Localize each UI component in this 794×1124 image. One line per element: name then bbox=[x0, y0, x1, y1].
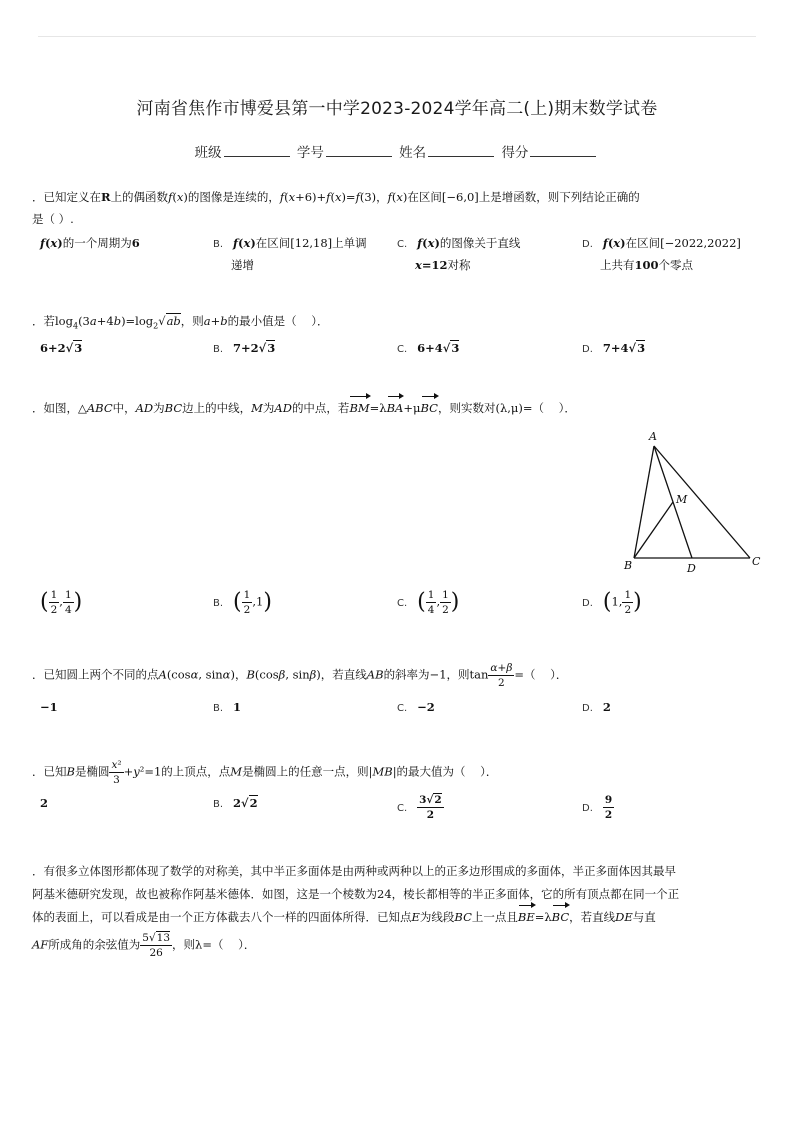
question-6-line-3: 体的表面上，可以看成是由一个正方体截去八个一样的四面体所得．已知点E为线段BC上一点且BE=λBC，若直线DE与直 bbox=[32, 906, 656, 929]
q1-option-a[interactable]: f(x)的一个周期为6 bbox=[40, 236, 140, 250]
question-6-line-2: 阿基米德研究发现，故也被称作阿基米德体．如图，这是一个棱数为24，棱长都相等的半正多面体，它的所有顶点都在同一个正 bbox=[32, 887, 680, 901]
q1-option-d[interactable]: D. f(x)在区间[−2022,2022] 上共有100个零点 bbox=[582, 236, 741, 272]
question-5-stem: ．已知B是椭圆 $\frac{\text{x²}}{3}$ +y²=1的上顶点，点M是椭圆上的任意一点，则|MB|的最大值为（ ）． bbox=[32, 759, 498, 786]
score-blank[interactable] bbox=[530, 144, 596, 157]
question-2-stem: ．若$\log_4(3a+4b)=\log_2√ab$，则a+b的最小值是（ ）． bbox=[32, 314, 329, 331]
page-title: 河南省焦作市博爱县第一中学2023-2024学年高二(上)期末数学试卷 bbox=[136, 99, 658, 119]
q5-option-b[interactable]: B. 2√2 bbox=[213, 796, 258, 810]
score-label: 得分 bbox=[501, 145, 529, 161]
q4-option-d[interactable]: D. 2 bbox=[582, 700, 611, 714]
q2-option-b[interactable]: B. 7+2√3 bbox=[213, 341, 276, 355]
top-divider bbox=[38, 36, 756, 37]
name-blank[interactable] bbox=[428, 144, 494, 157]
q1-option-b[interactable]: B. f(x)在区间[12,18]上单调 递增 bbox=[213, 236, 367, 272]
label-d: D bbox=[687, 562, 696, 575]
q4-option-c[interactable]: C. −2 bbox=[397, 700, 435, 714]
student-info-line bbox=[0, 141, 794, 161]
q1-option-c[interactable]: C. f(x)的图像关于直线 x=12对称 bbox=[397, 236, 521, 272]
student-id-blank[interactable] bbox=[326, 144, 392, 157]
q4-option-a[interactable]: −1 bbox=[40, 700, 58, 714]
question-6-line-4: AF所成角的余弦值为 $\frac{5√13}{26}$ ，则λ=（ ）． bbox=[32, 932, 256, 959]
q5-option-c[interactable]: C. $\frac{3√2}{2}$ bbox=[397, 794, 442, 821]
q4-option-b[interactable]: B. 1 bbox=[213, 700, 242, 714]
q3-option-b[interactable]: B. ( $\frac{1}{2}$ ,1) bbox=[213, 589, 272, 616]
q5-option-a[interactable]: 2 bbox=[40, 796, 49, 810]
question-3-stem: ．如图，△ABC中，AD为BC边上的中线，M为AD的中点，若BM=λBA+μBC，则实数对(λ,μ)=（ ）． bbox=[32, 397, 576, 420]
side-ab bbox=[634, 446, 654, 558]
q2-option-c[interactable]: C. 6+4√3 bbox=[397, 341, 460, 355]
question-1-line-1: ．已知定义在R上的偶函数f(x)的图像是连续的，f(x+6)+f(x)=f(3)，f(x)在区间[−6,0]上是增函数，则下列结论正确的 bbox=[32, 190, 640, 204]
q2-option-d[interactable]: D. 7+4√3 bbox=[582, 341, 646, 355]
class-blank[interactable] bbox=[224, 144, 290, 157]
segment-bm bbox=[634, 502, 673, 558]
triangle-figure bbox=[616, 426, 766, 578]
name-label: 姓名 bbox=[399, 145, 427, 161]
q5-option-d[interactable]: D. $\frac{9}{2}$ bbox=[582, 794, 613, 821]
label-b: B bbox=[624, 559, 633, 572]
label-m: M bbox=[676, 493, 688, 506]
label-a: A bbox=[649, 430, 657, 443]
class-label: 班级 bbox=[194, 145, 222, 161]
question-6-line-1: ．有很多立体图形都体现了数学的对称美，其中半正多面体是由两种或两种以上的正多边形围成的多面体，半正多面体因其最早 bbox=[32, 864, 676, 878]
student-id-label: 学号 bbox=[296, 145, 324, 161]
label-c: C bbox=[752, 555, 761, 568]
question-1-line-2: 是（ ）. bbox=[32, 212, 74, 226]
q3-option-c[interactable]: C. ( $\frac{1}{4}$ , $\frac{1}{2}$ ) bbox=[397, 589, 460, 616]
q3-option-a[interactable]: ( $\frac{1}{2}$ , $\frac{1}{4}$ ) bbox=[40, 589, 83, 616]
question-4-stem: ．已知圆上两个不同的点A(cosα, sinα)，B(cosβ, sinβ)，若直线AB的斜率为−1，则tan $\frac{\alpha+\beta}{2}$ =（ ）． bbox=[32, 662, 568, 689]
side-ac bbox=[654, 446, 750, 558]
q3-option-d[interactable]: D. (1, $\frac{1}{2}$ ) bbox=[582, 589, 642, 616]
q2-option-a[interactable]: 6+2√3 bbox=[40, 341, 83, 355]
